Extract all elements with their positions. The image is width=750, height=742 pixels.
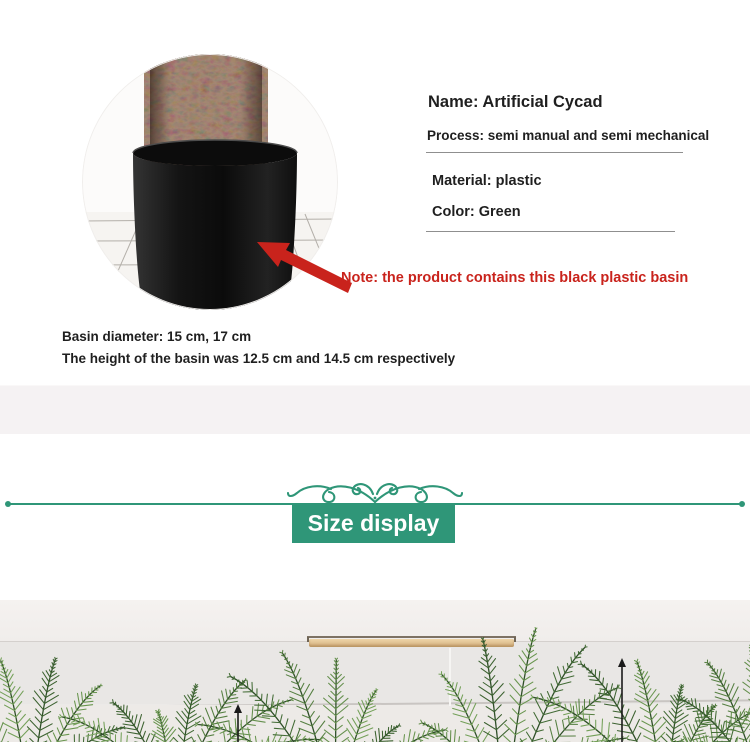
size-display-banner [292,503,455,543]
product-process-line: Process: semi manual and semi mechanical [427,128,710,143]
rule-end-dot [739,501,745,507]
note-arrow-icon [250,235,360,300]
flourish-ornament-icon [287,479,463,505]
frond-group [0,628,750,742]
rule-end-dot [5,501,11,507]
plant-fronds [0,600,750,742]
room-photo [0,600,750,742]
product-material-line: Material: plastic [432,173,542,189]
basin-note-text: Note: the product contains this black plastic basin [341,270,689,286]
basin-height-text: The height of the basin was 12.5 cm and 14.5 cm respectively [62,351,456,366]
spec-divider-line [426,231,675,232]
product-name-line: Name: Artificial Cycad [428,93,603,111]
product-color-line: Color: Green [432,204,521,220]
basin-diameter-text: Basin diameter: 15 cm, 17 cm [62,329,252,344]
spec-divider-line [426,152,683,153]
size-display-title: Size display [307,510,440,536]
section-divider-band [0,385,750,434]
